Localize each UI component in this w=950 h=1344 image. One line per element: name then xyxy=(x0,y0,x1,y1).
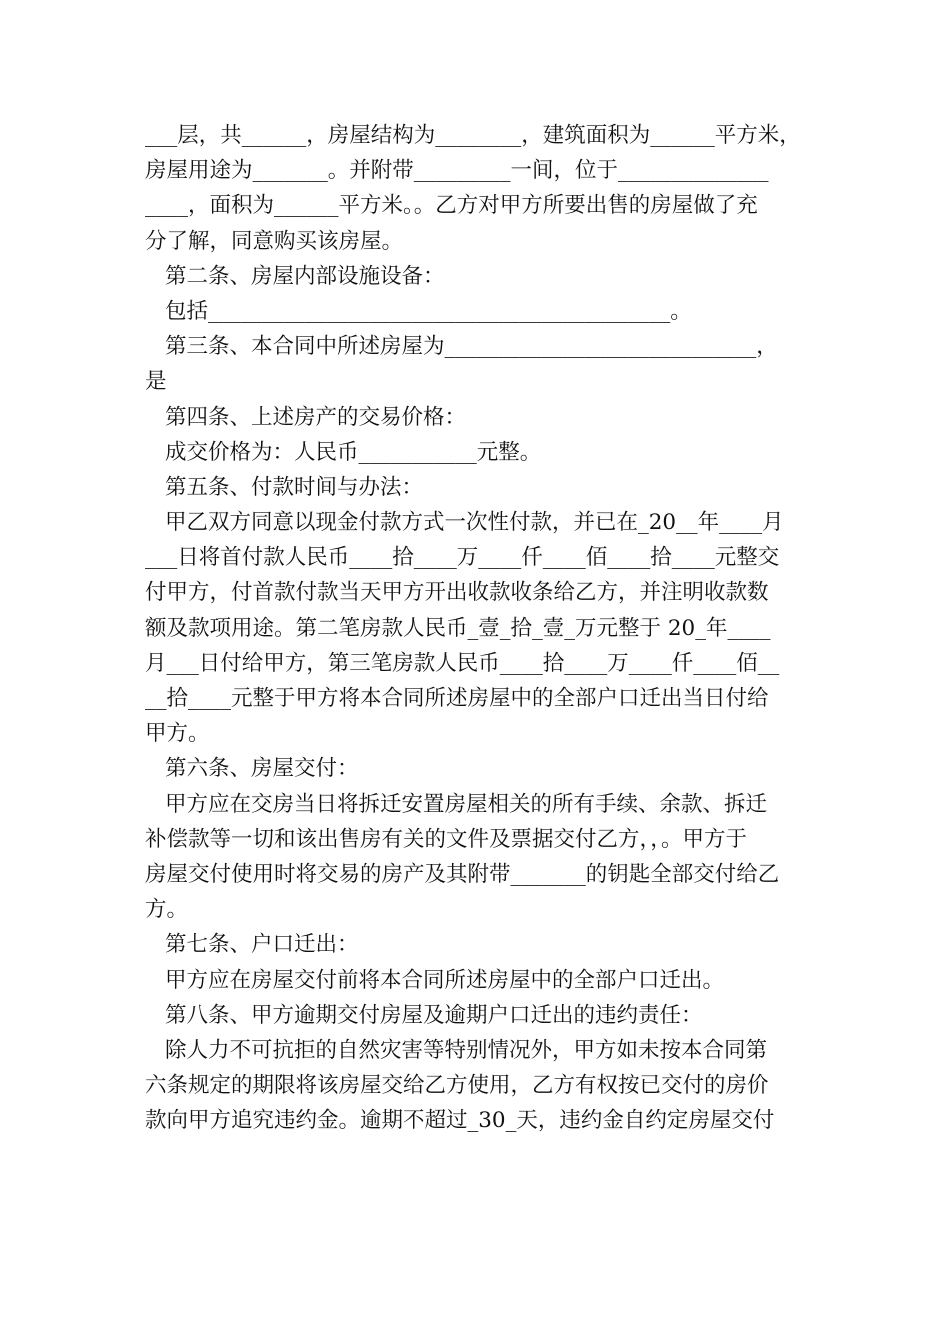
text-line: 除人力不可抗拒的自然灾害等特别情况外，甲方如未按本合同第 xyxy=(165,1037,768,1063)
text-line: 分了解，同意购买该房屋。 xyxy=(145,228,404,254)
text-line: 额及款项用途。第二笔房款人民币_壹_拾_壹_万元整于 20_年____ xyxy=(145,615,771,641)
contract-body xyxy=(145,118,825,1138)
text-line: 款向甲方追究违约金。逾期不超过_30_天，违约金自约定房屋交付 xyxy=(145,1108,775,1134)
text-line: 月___日付给甲方，第三笔房款人民币____拾____万____仟____佰__ xyxy=(145,650,780,676)
text-line: 是 xyxy=(145,369,167,395)
text-line: 补偿款等一切和该出售房有关的文件及票据交付乙方，，。甲方于 xyxy=(145,826,748,852)
text-line: 付甲方，付首款付款当天甲方开出收款收条给乙方，并注明收款数 xyxy=(145,580,769,606)
text-line: ____，面积为______平方米。。乙方对甲方所要出售的房屋做了充 xyxy=(145,193,758,219)
text-line: 第七条、户口迁出： xyxy=(165,932,359,958)
text-line: 方。 xyxy=(145,897,189,923)
text-line: 第三条、本合同中所述房屋为_____________________________， xyxy=(165,334,778,360)
text-line: 第六条、房屋交付： xyxy=(165,756,359,782)
text-line: 成交价格为：人民币___________元整。 xyxy=(165,439,542,465)
text-line: ___层，共______，房屋结构为________，建筑面积为______平方米， xyxy=(145,123,801,148)
text-line: 包括___________________________________________。 xyxy=(165,298,692,324)
text-line: __拾____元整于甲方将本合同所述房屋中的全部户口迁出当日付给 xyxy=(145,686,769,711)
text-line: 六条规定的期限将该房屋交给乙方使用，乙方有权按已交付的房价 xyxy=(145,1073,769,1099)
text-line: 第四条、上述房产的交易价格： xyxy=(165,404,467,430)
text-line: 甲方。 xyxy=(145,721,210,747)
text-line: 第二条、房屋内部设施设备： xyxy=(165,263,445,289)
text-line: 房屋用途为_______。并附带_________一间，位于______________ xyxy=(145,158,769,184)
text-line: 房屋交付使用时将交易的房产及其附带_______的钥匙全部交付给乙 xyxy=(145,861,780,887)
text-line: 甲方应在交房当日将拆迁安置房屋相关的所有手续、余款、拆迁 xyxy=(165,791,768,817)
text-line: ___日将首付款人民币____拾____万____仟____佰____拾____元整交 xyxy=(145,545,780,571)
text-line: 甲方应在房屋交付前将本合同所述房屋中的全部户口迁出。 xyxy=(165,967,725,993)
text-line: 第五条、付款时间与办法： xyxy=(165,474,424,500)
text-line: 第八条、甲方逾期交付房屋及逾期户口迁出的违约责任： xyxy=(165,1002,703,1028)
text-line: 甲乙双方同意以现金付款方式一次性付款，并已在_20__年____月 xyxy=(165,510,784,536)
